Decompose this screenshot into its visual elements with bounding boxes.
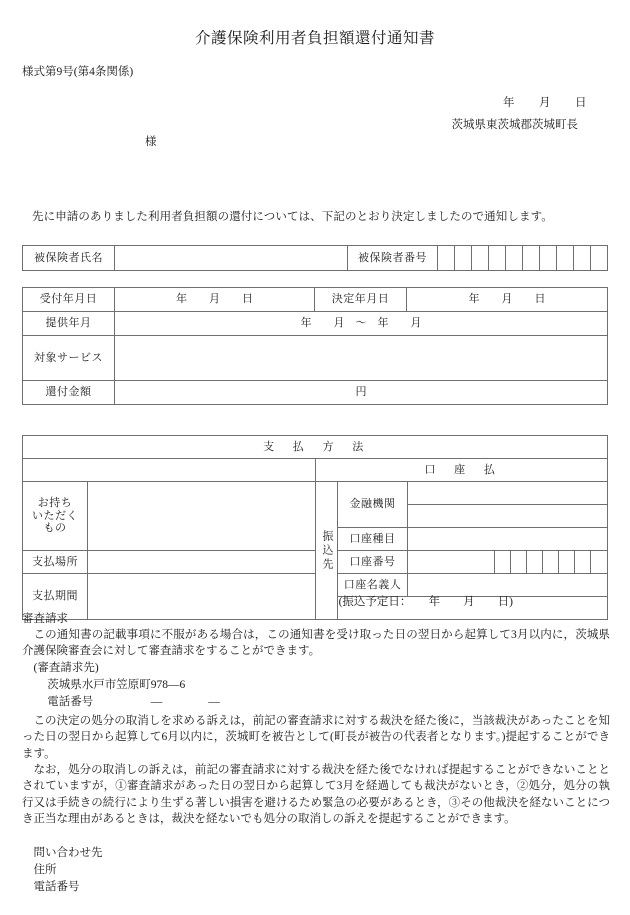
payment-place-value[interactable] xyxy=(88,551,316,574)
account-number-cell[interactable] xyxy=(527,551,543,574)
payment-period-label: 支払期間 xyxy=(23,574,88,620)
account-number-value[interactable] xyxy=(408,551,495,574)
lawsuit-paragraph-2: なお，処分の取消しの訴えは，前記の審査請求に対する裁決を経た後でなければ提起することができないこととされていますが，①審査請求があった日の翌日から起算して3月を経過しても裁決がないとき，②処分，処分の執行又は手続きの続行により生ずる著しい損害を避けるため緊急の必要があるとき，③その他裁決を経ないことにつき正当な理由があるときは，裁決を経ないでも処分の取消しの訴えを提起することができます。 xyxy=(22,764,610,826)
table-row xyxy=(23,551,608,574)
insured-number-cell[interactable] xyxy=(591,246,608,271)
payment-header-left-blank xyxy=(23,459,316,482)
account-type-value[interactable] xyxy=(408,528,608,551)
table-row xyxy=(23,312,608,336)
table-row xyxy=(23,436,608,459)
transfer-destination-label-text: 振込先 xyxy=(321,529,333,572)
target-service-label: 対象サービス xyxy=(23,336,115,381)
contact-tel-label: 電話番号 xyxy=(33,881,80,893)
issuer-name: 茨城県東茨城郡茨城町長 xyxy=(451,119,578,131)
contact-heading: 問い合わせ先 xyxy=(33,847,103,859)
account-payment-header: 口 座 払 xyxy=(316,459,608,482)
insured-name-value[interactable] xyxy=(115,246,348,271)
table-row xyxy=(23,246,608,271)
form-number: 様式第9号(第4条関係) xyxy=(22,66,134,78)
refund-amount-label: 還付金額 xyxy=(23,381,115,405)
page-title: 介護保険利用者負担額還付通知書 xyxy=(194,30,435,47)
addressee-honorific: 様 xyxy=(145,136,157,148)
service-period-value[interactable]: 年 月 ～ 年 月 xyxy=(115,312,608,336)
table-row xyxy=(23,336,608,381)
items-to-bring-label xyxy=(23,482,88,551)
financial-institution-value-top[interactable] xyxy=(408,482,608,505)
appeal-body-text: この通知書の記載事項に不服がある場合は，この通知書を受け取った日の翌日から起算して3月以内に，茨城県介護保険審査会に対して審査請求をすることができます。 xyxy=(22,629,610,658)
items-to-bring-value[interactable] xyxy=(88,482,316,551)
insured-number-label: 被保険者番号 xyxy=(348,246,438,271)
decision-date-label: 決定年月日 xyxy=(315,288,407,312)
contact-address-label: 住所 xyxy=(33,864,57,876)
receipt-date-label: 受付年月日 xyxy=(23,288,115,312)
issue-date-line: 年 月 日 xyxy=(503,97,587,109)
account-number-cell[interactable] xyxy=(511,551,527,574)
account-number-cell[interactable] xyxy=(495,551,511,574)
insured-number-cell[interactable] xyxy=(506,246,523,271)
lawsuit-paragraph-1: この決定の処分の取消しを求める訴えは，前記の審査請求に対する裁決を経た後に，当該裁決があったことを知った日の翌日から起算して6月以内に，茨城町を被告として(町長が被告の代表者となります。)提起することができます。 xyxy=(22,715,610,760)
account-number-cell[interactable] xyxy=(543,551,559,574)
appeal-destination-label: (審査請求先) xyxy=(33,662,99,674)
account-number-cell[interactable] xyxy=(559,551,575,574)
appeal-heading: 審査請求 xyxy=(22,613,68,625)
payment-place-label: 支払場所 xyxy=(23,551,88,574)
appeal-destination-tel: 電話番号 — — xyxy=(47,696,220,708)
refund-detail-table xyxy=(22,287,608,405)
payment-method-header: 支 払 方 法 xyxy=(23,436,608,459)
financial-institution-label: 金融機関 xyxy=(338,482,408,528)
target-service-value[interactable] xyxy=(115,336,608,381)
account-number-label: 口座番号 xyxy=(338,551,408,574)
account-holder-label: 口座名義人 xyxy=(338,574,408,597)
service-period-label: 提供年月 xyxy=(23,312,115,336)
insured-number-cell[interactable] xyxy=(523,246,540,271)
insured-number-cell[interactable] xyxy=(540,246,557,271)
items-to-bring-label-text: お持ち いただく もの xyxy=(32,497,78,535)
financial-institution-value-bottom[interactable] xyxy=(408,505,608,528)
table-row xyxy=(23,381,608,405)
insured-name-label: 被保険者氏名 xyxy=(23,246,115,271)
account-type-label: 口座種目 xyxy=(338,528,408,551)
account-number-cell[interactable] xyxy=(575,551,591,574)
table-row xyxy=(23,482,608,505)
table-row xyxy=(23,459,608,482)
table-row xyxy=(23,288,608,312)
receipt-date-value[interactable]: 年 月 日 xyxy=(115,288,315,312)
insured-number-cell[interactable] xyxy=(574,246,591,271)
decision-date-value[interactable]: 年 月 日 xyxy=(407,288,608,312)
insured-number-cell[interactable] xyxy=(489,246,506,271)
insured-person-table xyxy=(22,245,608,271)
insured-number-cell[interactable] xyxy=(472,246,489,271)
account-number-cell[interactable] xyxy=(591,551,608,574)
lead-paragraph: 先に申請のありました利用者負担額の還付については、下記のとおり決定しましたので通知します。 xyxy=(32,211,553,223)
insured-number-cell[interactable] xyxy=(455,246,472,271)
transfer-date-note: (振込予定日： 年 月 日) xyxy=(338,596,513,608)
insured-number-cell[interactable] xyxy=(557,246,574,271)
refund-amount-value[interactable]: 円 xyxy=(115,381,608,405)
insured-number-cell[interactable] xyxy=(438,246,455,271)
appeal-destination-address: 茨城県水戸市笠原町978—6 xyxy=(47,679,186,691)
